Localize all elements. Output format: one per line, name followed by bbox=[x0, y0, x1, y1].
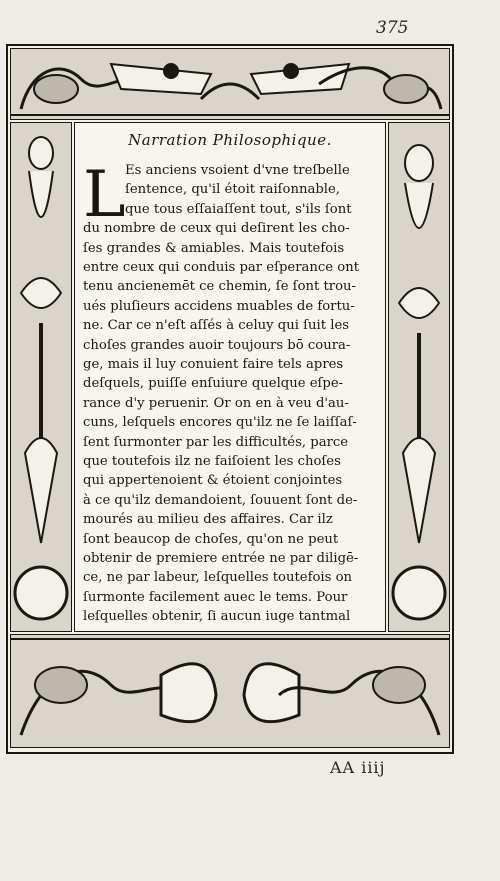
ornamental-bottom-border bbox=[10, 634, 450, 748]
text-line: rance d'y peruenir. Or on en à veu d'au- bbox=[83, 395, 349, 411]
text-line: choſes grandes auoir toujours bō coura- bbox=[83, 337, 351, 353]
text-line: ſes grandes & amiables. Mais toutefois bbox=[83, 240, 345, 256]
text-line: ſent ſurmonter par les difficultés, parce bbox=[83, 434, 349, 450]
ornamental-top-border bbox=[10, 48, 450, 120]
ornamental-right-column bbox=[388, 122, 450, 632]
text-line: ués pluſieurs accidens muables de fortu- bbox=[83, 298, 355, 314]
text-line: que toutefois ilz ne faiſoient les choſes bbox=[83, 454, 341, 469]
text-line: tenu ancienemēt ce chemin, ſe ſont trou- bbox=[83, 279, 356, 295]
woodcut-frame bbox=[6, 44, 454, 754]
page-number: 375 bbox=[376, 18, 409, 38]
text-line: ne. Car ce n'eſt aſſés à celuy qui ſuit les bbox=[83, 318, 350, 334]
text-line: qui appertenoient & étoient conjointes bbox=[83, 473, 343, 489]
text-block bbox=[74, 122, 386, 632]
text-line: ge, mais il luy conuient faire tels apres bbox=[83, 357, 344, 372]
text-line: ſurmonte facilement auec le tems. Pour bbox=[83, 589, 348, 605]
drop-cap: L bbox=[83, 158, 126, 232]
text-line: à ce qu'ilz demandoient, ſouuent ſont de- bbox=[83, 492, 358, 508]
text-line: que tous eſſaiaſſent tout, s'ils ſont bbox=[125, 201, 352, 217]
text-line: leſquelles obtenir, ſi aucun iuge tantmal bbox=[83, 609, 351, 625]
ornamental-left-column bbox=[10, 122, 72, 632]
text-line: cuns, leſquels encores qu'ilz ne ſe laiſſaſ- bbox=[83, 415, 357, 431]
text-line: deſquels, puiſſe enſuiure quelque eſpe- bbox=[83, 376, 344, 392]
text-line: entre ceux qui conduis par eſperance ont bbox=[83, 260, 359, 275]
text-line: ſont beaucop de choſes, qu'on ne peut bbox=[83, 531, 339, 547]
text-line: du nombre de ceux qui deſirent les cho- bbox=[83, 221, 350, 237]
text-line: ce, ne par labeur, leſquelles toutefois on bbox=[83, 570, 353, 586]
running-title: Narration Philosophique. bbox=[128, 131, 332, 149]
signature-mark: AA iiij bbox=[330, 758, 386, 777]
text-line: mourés au milieu des affaires. Car ilz bbox=[83, 512, 333, 528]
text-line: obtenir de premiere entrée ne par diligē- bbox=[83, 551, 359, 566]
text-line: ſentence, qu'il étoit raiſonnable, bbox=[125, 182, 340, 198]
text-line: Es anciens vsoient d'vne treſbelle bbox=[125, 163, 350, 178]
